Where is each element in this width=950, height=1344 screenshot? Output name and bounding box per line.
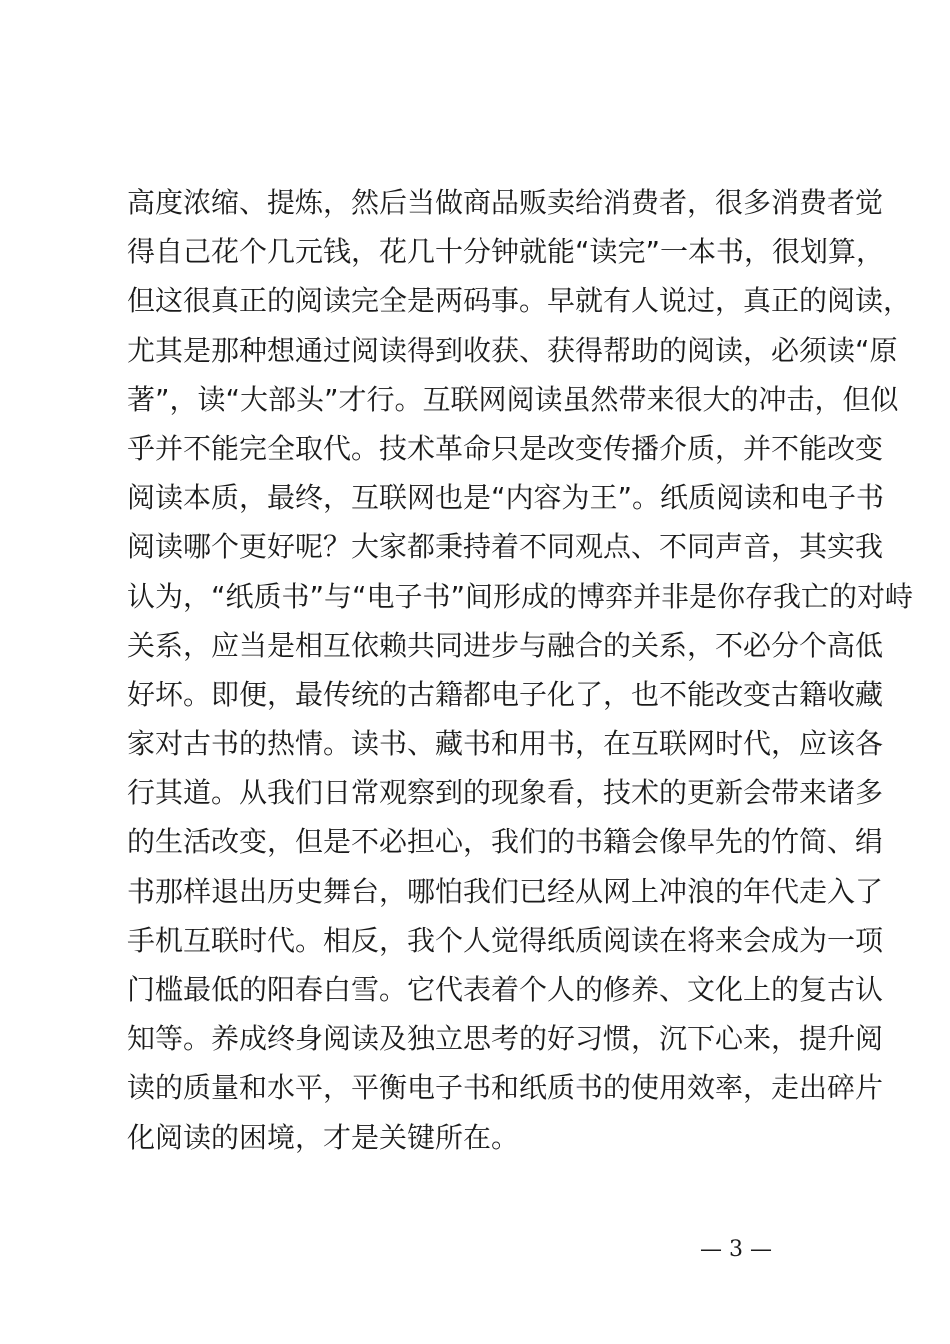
text-line: 行其道。从我们日常观察到的现象看，技术的更新会带来诸多 — [127, 776, 884, 810]
text-line: 认为，“纸质书”与“电子书”间形成的博弈并非是你存我亡的对峙 — [127, 579, 914, 613]
text-line: 尤其是那种想通过阅读得到收获、获得帮助的阅读，必须读“原 — [127, 333, 898, 367]
page-number: — 3 — — [700, 1237, 772, 1262]
text-line: 知等。养成终身阅读及独立思考的好习惯，沉下心来，提升阅 — [127, 1022, 884, 1056]
text-line: 读的质量和水平，平衡电子书和纸质书的使用效率，走出碎片 — [127, 1071, 884, 1105]
text-line: 乎并不能完全取代。技术革命只是改变传播介质，并不能改变 — [127, 431, 884, 465]
text-line: 得自己花个几元钱，花几十分钟就能“读完”一本书，很划算， — [127, 235, 885, 269]
text-line: 手机互联时代。相反，我个人觉得纸质阅读在将来会成为一项 — [127, 923, 884, 957]
text-line: 好坏。即便，最传统的古籍都电子化了，也不能改变古籍收藏 — [127, 677, 884, 711]
text-line: 但这很真正的阅读完全是两码事。早就有人说过，真正的阅读， — [127, 284, 912, 318]
text-line: 阅读哪个更好呢？大家都秉持着不同观点、不同声音，其实我 — [127, 530, 884, 564]
text-line: 门槛最低的阳春白雪。它代表着个人的修养、文化上的复古认 — [127, 973, 884, 1006]
text-line: 的生活改变，但是不必担心，我们的书籍会像早先的竹简、绢 — [127, 825, 884, 859]
body-paragraph — [127, 178, 914, 1162]
text-line: 书那样退出历史舞台，哪怕我们已经从网上冲浪的年代走入了 — [127, 874, 884, 908]
text-line: 高度浓缩、提炼，然后当做商品贩卖给消费者，很多消费者觉 — [127, 186, 884, 219]
text-line-last: 化阅读的困境，才是关键所在。 — [127, 1120, 520, 1154]
text-line: 家对古书的热情。读书、藏书和用书，在互联网时代，应该各 — [127, 727, 884, 761]
text-line: 阅读本质，最终，互联网也是“内容为王”。纸质阅读和电子书 — [127, 481, 885, 515]
text-line: 关系，应当是相互依赖共同进步与融合的关系，不必分个高低 — [127, 628, 884, 662]
text-line: 著”，读“大部头”才行。互联网阅读虽然带来很大的冲击，但似 — [127, 382, 899, 416]
